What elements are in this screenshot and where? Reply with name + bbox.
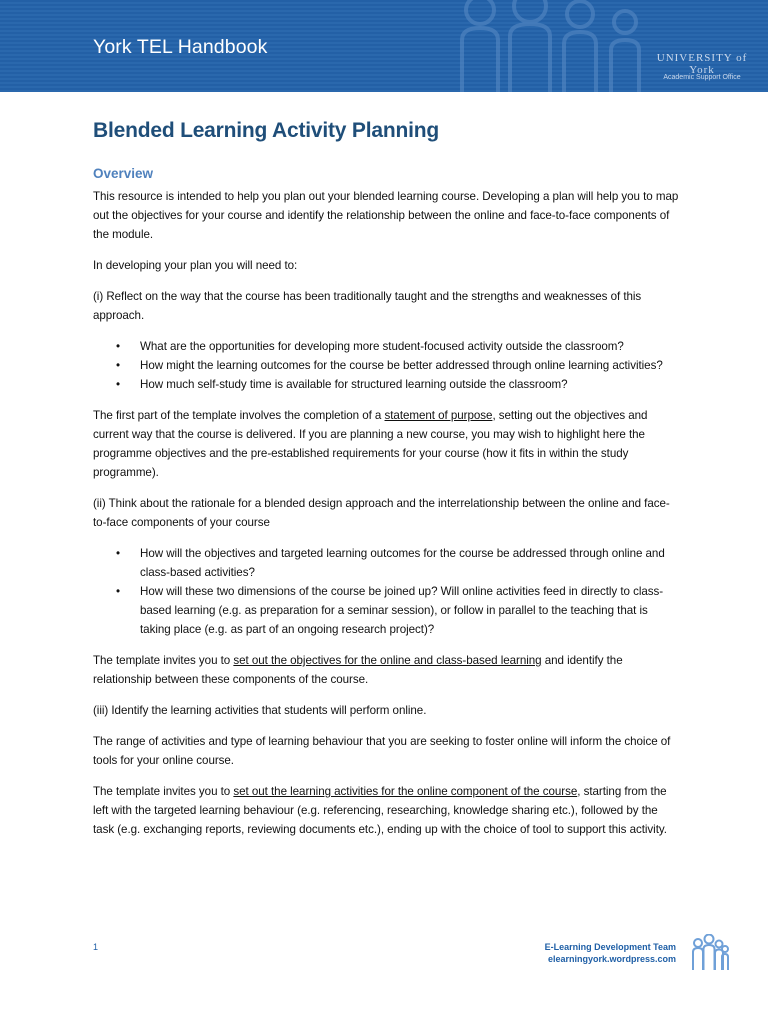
text-run: (i) Reflect on the way that the course has been traditionally taught and the strengths and weaknesses of this approach. (93, 290, 642, 322)
paragraph (93, 782, 679, 839)
text-run: The template invites you to (93, 785, 234, 798)
paragraph (93, 651, 679, 689)
handbook-title: York TEL Handbook (93, 36, 268, 58)
office-label: Academic Support Office (663, 74, 741, 81)
text-run: and identify the relationship between these components of the course. (93, 654, 623, 686)
text-run: , setting out the objectives and current way that the course is delivered. If you are planning a new course, you may wish to highlight here the programme objectives and the pre-established requirements for your course (how it fits in within the study programme). (93, 409, 648, 479)
bullet-list (93, 337, 679, 394)
people-figures-icon (690, 934, 730, 974)
footer-site[interactable]: elearningyork.wordpress.com (547, 954, 676, 964)
people-watermark-icon (440, 0, 660, 92)
text-run: How might the learning outcomes for the course be better addressed through online learning activities? (140, 359, 663, 372)
page-title: Blended Learning Activity Planning (93, 119, 439, 142)
text-run: How will these two dimensions of the course be joined up? Will online activities feed in directly to class-based learning (e.g. as preparation for a seminar session), or follow in parallel to the teaching that is taking place (e.g. as part of an ongoing research project)? (140, 585, 664, 636)
list-item (140, 337, 679, 356)
footer-team: E-Learning Development Team (544, 942, 676, 952)
bullet-list (93, 544, 679, 639)
underlined-link[interactable]: statement of purpose (384, 409, 493, 422)
text-run: The template invites you to (93, 654, 234, 667)
text-run: This resource is intended to help you plan out your blended learning course. Developing a plan will help you to map out the objectives for your course and identify the relationship between the online and face-to-face components of the module. (93, 190, 679, 241)
paragraph (93, 256, 679, 275)
university-logo: UNIVERSITY of York (656, 52, 748, 76)
document-body (93, 187, 679, 851)
list-item (140, 356, 679, 375)
page-number: 1 (93, 942, 99, 952)
paragraph (93, 406, 679, 482)
text-run: (ii) Think about the rationale for a blended design approach and the interrelationship between the online and face-to-face components of your course (93, 497, 670, 529)
footer-credit (545, 941, 676, 965)
list-item (140, 582, 679, 639)
list-item (140, 375, 679, 394)
header-banner (0, 0, 768, 92)
text-run: , starting from the left with the targeted learning behaviour (e.g. referencing, researching, knowledge sharing etc.), followed by the task (e.g. exchanging reports, reviewing documents etc.), ending up with the choice of tool to support this activity. (93, 785, 667, 836)
paragraph (93, 187, 679, 244)
text-run: How much self-study time is available for structured learning outside the classroom? (140, 378, 568, 391)
text-run: The first part of the template involves the completion of a (93, 409, 385, 422)
paragraph (93, 701, 679, 720)
text-run: In developing your plan you will need to: (93, 259, 298, 272)
paragraph (93, 494, 679, 532)
section-heading-overview: Overview (93, 166, 154, 181)
underlined-link[interactable]: set out the objectives for the online and class-based learning (233, 654, 542, 667)
text-run: (iii) Identify the learning activities that students will perform online. (93, 704, 427, 717)
text-run: How will the objectives and targeted learning outcomes for the course be addressed through online and class-based activities? (140, 547, 665, 579)
list-item (140, 544, 679, 582)
text-run: The range of activities and type of learning behaviour that you are seeking to foster online will inform the choice of tools for your online course. (93, 735, 671, 767)
underlined-link[interactable]: set out the learning activities for the online component of the course (233, 785, 578, 798)
paragraph (93, 732, 679, 770)
text-run: What are the opportunities for developing more student-focused activity outside the classroom? (140, 340, 624, 353)
paragraph (93, 287, 679, 325)
